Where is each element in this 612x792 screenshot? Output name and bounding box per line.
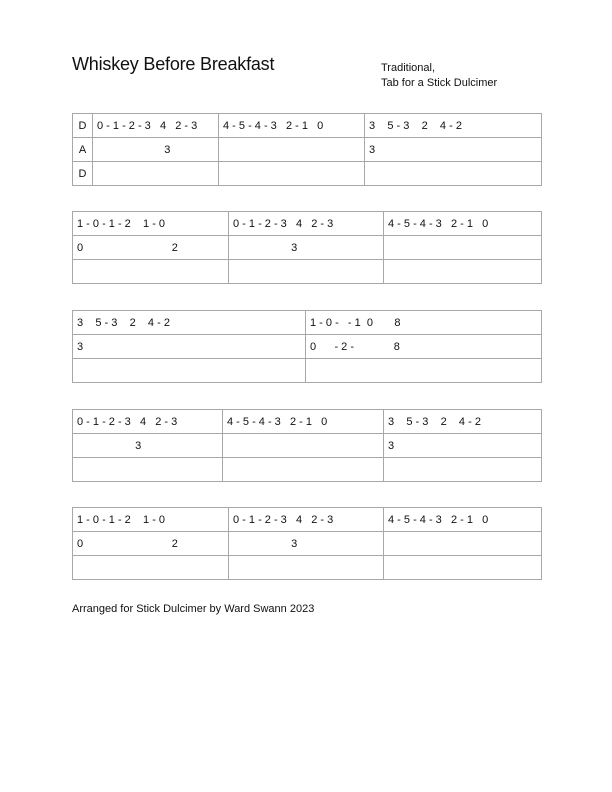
tab-cell: 3 — [73, 434, 223, 458]
tab-cell — [73, 359, 306, 383]
tab-cell — [365, 162, 542, 186]
tab-row — [73, 138, 542, 162]
tab-row — [73, 335, 542, 359]
tab-cell: 0 - 1 - 2 - 3 4 2 - 3 — [229, 508, 384, 532]
tab-cell: 4 - 5 - 4 - 3 2 - 1 0 — [223, 410, 384, 434]
tab-row — [73, 410, 542, 434]
tab-cell: 3 5 - 3 2 4 - 2 — [73, 311, 306, 335]
tab-row — [73, 114, 542, 138]
tab-cell: 3 — [365, 138, 542, 162]
tab-cell — [384, 556, 542, 580]
tab-cell: 4 - 5 - 4 - 3 2 - 1 0 — [384, 212, 542, 236]
tab-cell: 3 5 - 3 2 4 - 2 — [384, 410, 542, 434]
tab-cell: 3 5 - 3 2 4 - 2 — [365, 114, 542, 138]
tab-row — [73, 260, 542, 284]
tab-cell — [223, 434, 384, 458]
tab-cell: 4 - 5 - 4 - 3 2 - 1 0 — [384, 508, 542, 532]
attribution-line-2: Tab for a Stick Dulcimer — [381, 77, 498, 89]
string-label: A — [73, 138, 93, 162]
tab-cell: 0 - 2 - 8 — [306, 335, 542, 359]
tab-cell — [306, 359, 542, 383]
tab-system-2 — [72, 211, 542, 284]
tab-cell: 0 - 1 - 2 - 3 4 2 - 3 — [229, 212, 384, 236]
tab-cell: 4 - 5 - 4 - 3 2 - 1 0 — [219, 114, 365, 138]
tab-row — [73, 556, 542, 580]
tab-cell — [219, 138, 365, 162]
tab-cell: 3 — [229, 532, 384, 556]
tab-cell — [223, 458, 384, 482]
song-title: Whiskey Before Breakfast — [72, 54, 275, 74]
tab-row — [73, 236, 542, 260]
tab-system-3 — [72, 310, 542, 383]
tab-cell — [73, 556, 229, 580]
tab-cell: 0 - 1 - 2 - 3 4 2 - 3 — [73, 410, 223, 434]
tab-cell: 0 2 — [73, 236, 229, 260]
tab-row — [73, 162, 542, 186]
tab-row — [73, 458, 542, 482]
tab-cell — [384, 458, 542, 482]
tab-cell: 0 2 — [73, 532, 229, 556]
tab-row — [73, 359, 542, 383]
string-label: D — [73, 114, 93, 138]
tab-row — [73, 311, 542, 335]
tab-cell: 1 - 0 - 1 - 2 1 - 0 — [73, 508, 229, 532]
tab-cell: 0 - 1 - 2 - 3 4 2 - 3 — [93, 114, 219, 138]
tab-cell — [229, 260, 384, 284]
tab-cell: 1 - 0 - - 1 0 8 — [306, 311, 542, 335]
tab-cell — [384, 532, 542, 556]
tab-cell — [384, 236, 542, 260]
tab-cell — [73, 260, 229, 284]
tab-row — [73, 508, 542, 532]
tab-system-4 — [72, 409, 542, 482]
tab-cell — [219, 162, 365, 186]
tab-cell: 3 — [73, 335, 306, 359]
tab-cell: 3 — [93, 138, 219, 162]
tab-cell — [229, 556, 384, 580]
attribution-line-1: Traditional, — [381, 62, 436, 74]
tab-cell: 3 — [229, 236, 384, 260]
tab-row — [73, 532, 542, 556]
tab-cell — [73, 458, 223, 482]
tab-row — [73, 434, 542, 458]
tab-cell — [93, 162, 219, 186]
arrangement-credit: Arranged for Stick Dulcimer by Ward Swann 2023 — [72, 603, 315, 615]
tab-cell: 3 — [384, 434, 542, 458]
tab-cell: 1 - 0 - 1 - 2 1 - 0 — [73, 212, 229, 236]
tab-cell — [384, 260, 542, 284]
tab-system-1 — [72, 113, 542, 186]
tab-system-5 — [72, 507, 542, 580]
string-label: D — [73, 162, 93, 186]
tab-row — [73, 212, 542, 236]
